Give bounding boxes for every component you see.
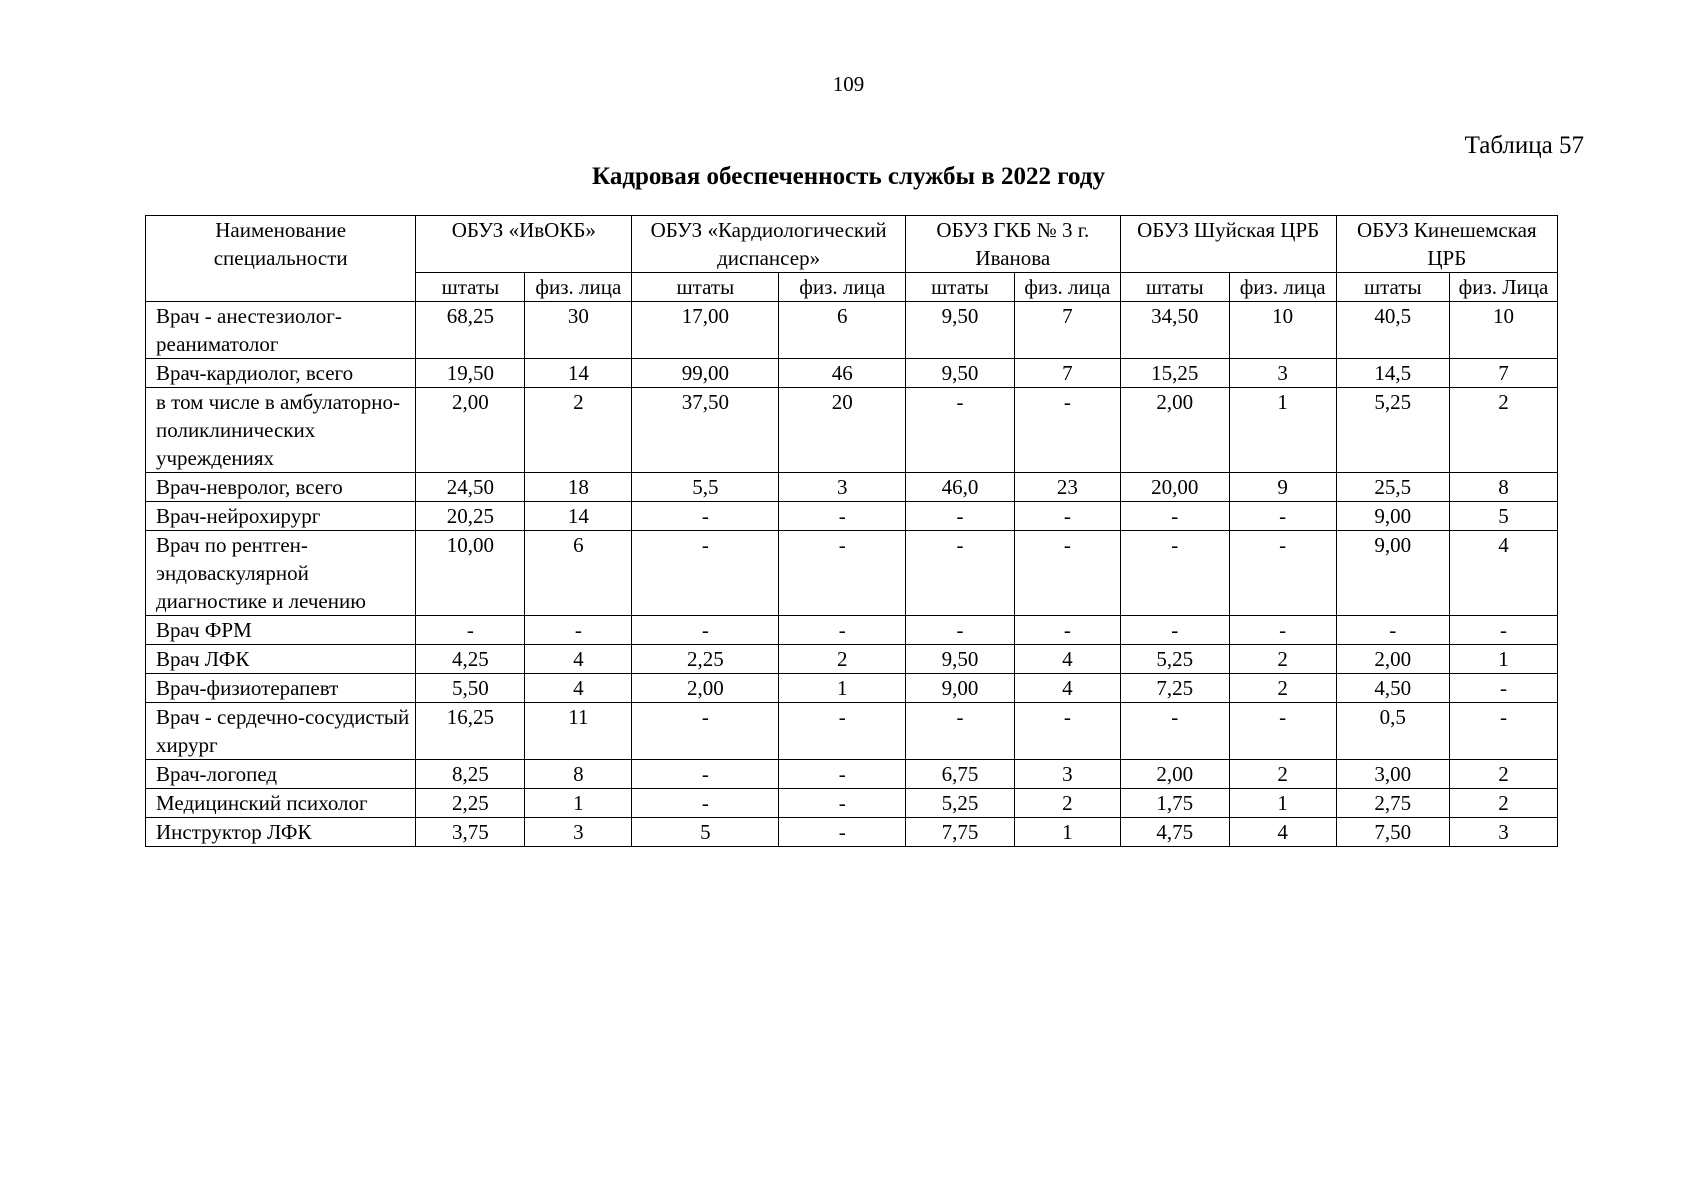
staff-positions-cell: - xyxy=(632,616,779,645)
persons-cell: 2 xyxy=(1229,674,1336,703)
document-title: Кадровая обеспеченность службы в 2022 году xyxy=(592,163,1105,190)
staff-positions-cell: - xyxy=(632,760,779,789)
table-row xyxy=(146,616,1558,645)
persons-cell: - xyxy=(779,531,905,616)
persons-cell: 1 xyxy=(1014,818,1120,847)
table-row xyxy=(146,818,1558,847)
persons-cell: 2 xyxy=(1449,760,1557,789)
staff-positions-cell: 5 xyxy=(632,818,779,847)
persons-cell: 1 xyxy=(1229,789,1336,818)
persons-cell: - xyxy=(1014,616,1120,645)
table-row xyxy=(146,703,1558,760)
persons-cell: 2 xyxy=(525,388,632,473)
subheader-persons: физ. лица xyxy=(525,273,632,302)
header-organization: ОБУЗ «Кардиологический диспансер» xyxy=(632,216,906,273)
table-header-row-organizations xyxy=(146,216,1558,273)
staff-positions-cell: 5,25 xyxy=(905,789,1014,818)
persons-cell: 2 xyxy=(1014,789,1120,818)
staff-positions-cell: 17,00 xyxy=(632,302,779,359)
staff-positions-cell: 3,75 xyxy=(416,818,525,847)
staff-positions-cell: - xyxy=(632,531,779,616)
staff-positions-cell: - xyxy=(905,616,1014,645)
persons-cell: - xyxy=(779,616,905,645)
specialty-name-cell: Врач ФРМ xyxy=(146,616,416,645)
header-organization: ОБУЗ ГКБ № 3 г. Иванова xyxy=(905,216,1120,273)
staff-positions-cell: 7,75 xyxy=(905,818,1014,847)
staff-positions-cell: 37,50 xyxy=(632,388,779,473)
staff-positions-cell: 9,00 xyxy=(1336,531,1449,616)
page-number: 109 xyxy=(832,72,865,96)
staff-positions-cell: - xyxy=(632,789,779,818)
staff-positions-cell: 1,75 xyxy=(1120,789,1229,818)
persons-cell: - xyxy=(779,760,905,789)
subheader-persons: физ. лица xyxy=(779,273,905,302)
staff-positions-cell: 4,50 xyxy=(1336,674,1449,703)
staff-positions-cell: 5,25 xyxy=(1336,388,1449,473)
persons-cell: 11 xyxy=(525,703,632,760)
persons-cell: - xyxy=(525,616,632,645)
staff-positions-cell: - xyxy=(1120,531,1229,616)
persons-cell: 6 xyxy=(525,531,632,616)
persons-cell: 2 xyxy=(779,645,905,674)
persons-cell: - xyxy=(1014,502,1120,531)
table-row xyxy=(146,789,1558,818)
persons-cell: 14 xyxy=(525,359,632,388)
persons-cell: 5 xyxy=(1449,502,1557,531)
persons-cell: 30 xyxy=(525,302,632,359)
subheader-staff-positions: штаты xyxy=(632,273,779,302)
persons-cell: 4 xyxy=(1014,674,1120,703)
staff-positions-cell: - xyxy=(905,531,1014,616)
persons-cell: 9 xyxy=(1229,473,1336,502)
specialty-name-cell: Медицинский психолог xyxy=(146,789,416,818)
persons-cell: 3 xyxy=(1229,359,1336,388)
subheader-persons: физ. Лица xyxy=(1449,273,1557,302)
staff-positions-cell: 0,5 xyxy=(1336,703,1449,760)
staff-positions-cell: 7,50 xyxy=(1336,818,1449,847)
table-row xyxy=(146,760,1558,789)
staff-positions-cell: 9,00 xyxy=(905,674,1014,703)
persons-cell: 7 xyxy=(1014,302,1120,359)
staff-positions-cell: - xyxy=(632,502,779,531)
staff-positions-cell: 2,00 xyxy=(1336,645,1449,674)
persons-cell: 4 xyxy=(1014,645,1120,674)
persons-cell: 20 xyxy=(779,388,905,473)
staff-positions-cell: 40,5 xyxy=(1336,302,1449,359)
staff-positions-cell: 2,00 xyxy=(632,674,779,703)
persons-cell: 8 xyxy=(1449,473,1557,502)
staff-positions-cell: 25,5 xyxy=(1336,473,1449,502)
header-organization: ОБУЗ «ИвОКБ» xyxy=(416,216,632,273)
staff-positions-cell: 3,00 xyxy=(1336,760,1449,789)
staff-positions-cell: 8,25 xyxy=(416,760,525,789)
staff-positions-cell: 2,00 xyxy=(1120,760,1229,789)
staff-positions-cell: 5,50 xyxy=(416,674,525,703)
persons-cell: 8 xyxy=(525,760,632,789)
staff-positions-cell: 7,25 xyxy=(1120,674,1229,703)
staff-positions-cell: 2,75 xyxy=(1336,789,1449,818)
persons-cell: 18 xyxy=(525,473,632,502)
staff-positions-cell: 20,25 xyxy=(416,502,525,531)
persons-cell: 23 xyxy=(1014,473,1120,502)
persons-cell: 1 xyxy=(1229,388,1336,473)
persons-cell: - xyxy=(1229,616,1336,645)
specialty-name-cell: Врач-физиотерапевт xyxy=(146,674,416,703)
staff-positions-cell: 15,25 xyxy=(1120,359,1229,388)
table-row xyxy=(146,388,1558,473)
persons-cell: - xyxy=(1449,703,1557,760)
subheader-persons: физ. лица xyxy=(1014,273,1120,302)
table-row xyxy=(146,531,1558,616)
staff-positions-cell: - xyxy=(1336,616,1449,645)
persons-cell: 1 xyxy=(1449,645,1557,674)
staff-positions-cell: - xyxy=(1120,502,1229,531)
persons-cell: - xyxy=(1014,388,1120,473)
staff-positions-cell: - xyxy=(1120,703,1229,760)
table-row xyxy=(146,359,1558,388)
staff-positions-cell: 5,25 xyxy=(1120,645,1229,674)
persons-cell: - xyxy=(1014,531,1120,616)
staff-positions-cell: - xyxy=(905,703,1014,760)
table-label: Таблица 57 xyxy=(1464,132,1584,159)
persons-cell: 10 xyxy=(1229,302,1336,359)
staff-positions-cell: 9,50 xyxy=(905,359,1014,388)
staff-positions-cell: 9,00 xyxy=(1336,502,1449,531)
staff-positions-cell: - xyxy=(905,502,1014,531)
table-body xyxy=(146,302,1558,847)
staff-positions-cell: 10,00 xyxy=(416,531,525,616)
header-organization: ОБУЗ Кинешемская ЦРБ xyxy=(1336,216,1557,273)
table-row xyxy=(146,645,1558,674)
persons-cell: 3 xyxy=(1014,760,1120,789)
staff-positions-cell: 46,0 xyxy=(905,473,1014,502)
persons-cell: 4 xyxy=(525,674,632,703)
staff-positions-cell: 20,00 xyxy=(1120,473,1229,502)
staff-positions-cell: 24,50 xyxy=(416,473,525,502)
table-row xyxy=(146,473,1558,502)
persons-cell: - xyxy=(779,502,905,531)
specialty-name-cell: Врач - сердечно-сосудистый хирург xyxy=(146,703,416,760)
persons-cell: 2 xyxy=(1449,388,1557,473)
persons-cell: 2 xyxy=(1229,645,1336,674)
persons-cell: 3 xyxy=(1449,818,1557,847)
staff-positions-cell: 16,25 xyxy=(416,703,525,760)
staff-positions-cell: 99,00 xyxy=(632,359,779,388)
subheader-persons: физ. лица xyxy=(1229,273,1336,302)
specialty-name-cell: Врач-нейрохирург xyxy=(146,502,416,531)
persons-cell: - xyxy=(1449,674,1557,703)
persons-cell: - xyxy=(1229,531,1336,616)
persons-cell: 7 xyxy=(1449,359,1557,388)
staff-positions-cell: 14,5 xyxy=(1336,359,1449,388)
persons-cell: 6 xyxy=(779,302,905,359)
staff-positions-cell: 19,50 xyxy=(416,359,525,388)
staff-positions-cell: - xyxy=(905,388,1014,473)
table-row xyxy=(146,674,1558,703)
persons-cell: - xyxy=(779,703,905,760)
persons-cell: - xyxy=(779,818,905,847)
staffing-table xyxy=(145,215,1558,847)
specialty-name-cell: Инструктор ЛФК xyxy=(146,818,416,847)
persons-cell: 3 xyxy=(779,473,905,502)
staff-positions-cell: 2,25 xyxy=(416,789,525,818)
persons-cell: 10 xyxy=(1449,302,1557,359)
table-row xyxy=(146,502,1558,531)
table-row xyxy=(146,302,1558,359)
persons-cell: 4 xyxy=(1449,531,1557,616)
specialty-name-cell: Врач по рентген-эндоваскулярной диагностике и лечению xyxy=(146,531,416,616)
specialty-name-cell: Врач-кардиолог, всего xyxy=(146,359,416,388)
subheader-staff-positions: штаты xyxy=(416,273,525,302)
subheader-staff-positions: штаты xyxy=(1120,273,1229,302)
persons-cell: - xyxy=(779,789,905,818)
staff-positions-cell: 2,25 xyxy=(632,645,779,674)
persons-cell: - xyxy=(1449,616,1557,645)
staff-positions-cell: 6,75 xyxy=(905,760,1014,789)
persons-cell: 3 xyxy=(525,818,632,847)
staff-positions-cell: 34,50 xyxy=(1120,302,1229,359)
persons-cell: 1 xyxy=(525,789,632,818)
persons-cell: 4 xyxy=(1229,818,1336,847)
persons-cell: 2 xyxy=(1449,789,1557,818)
persons-cell: 7 xyxy=(1014,359,1120,388)
staff-positions-cell: - xyxy=(632,703,779,760)
staff-positions-cell: 2,00 xyxy=(1120,388,1229,473)
specialty-name-cell: Врач - анестезиолог-реаниматолог xyxy=(146,302,416,359)
staff-positions-cell: 9,50 xyxy=(905,302,1014,359)
persons-cell: 14 xyxy=(525,502,632,531)
staff-positions-cell: 9,50 xyxy=(905,645,1014,674)
staff-positions-cell: 4,25 xyxy=(416,645,525,674)
subheader-staff-positions: штаты xyxy=(905,273,1014,302)
staff-positions-cell: 5,5 xyxy=(632,473,779,502)
persons-cell: 1 xyxy=(779,674,905,703)
specialty-name-cell: Врач ЛФК xyxy=(146,645,416,674)
persons-cell: 2 xyxy=(1229,760,1336,789)
staff-positions-cell: - xyxy=(416,616,525,645)
staff-positions-cell: 2,00 xyxy=(416,388,525,473)
specialty-name-cell: Врач-невролог, всего xyxy=(146,473,416,502)
persons-cell: - xyxy=(1014,703,1120,760)
staff-positions-cell: 4,75 xyxy=(1120,818,1229,847)
specialty-name-cell: в том числе в амбулаторно-поликлинических учреждениях xyxy=(146,388,416,473)
persons-cell: 46 xyxy=(779,359,905,388)
persons-cell: - xyxy=(1229,703,1336,760)
specialty-name-cell: Врач-логопед xyxy=(146,760,416,789)
persons-cell: 4 xyxy=(525,645,632,674)
persons-cell: - xyxy=(1229,502,1336,531)
header-organization: ОБУЗ Шуйская ЦРБ xyxy=(1120,216,1336,273)
header-specialty: Наименование специальности xyxy=(146,216,416,302)
staff-positions-cell: 68,25 xyxy=(416,302,525,359)
subheader-staff-positions: штаты xyxy=(1336,273,1449,302)
staff-positions-cell: - xyxy=(1120,616,1229,645)
